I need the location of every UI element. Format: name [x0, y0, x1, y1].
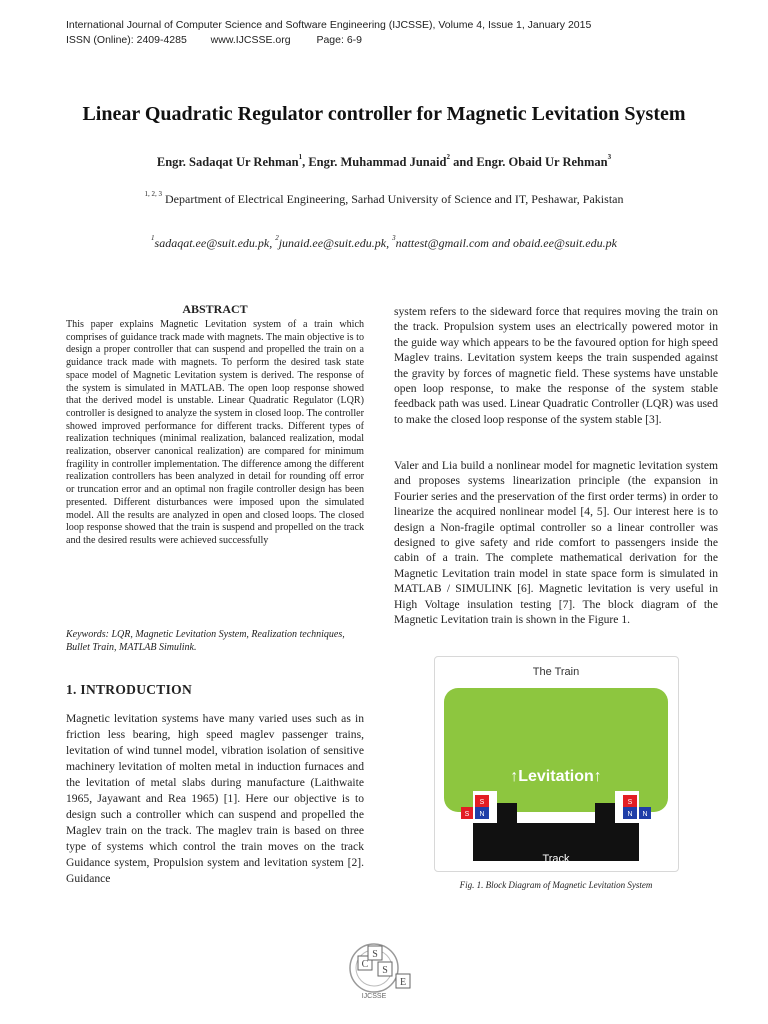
- svg-text:N: N: [642, 811, 648, 818]
- author-emails: $^1$sadaqat.ee@suit.edu.pk, $^2$junaid.ee@suit.edu.pk, $^3$nattest@gmail.com and obaid.ee@suit.edu.pk: [151, 234, 617, 250]
- train-label: The Train: [532, 666, 580, 678]
- svg-text:S: S: [627, 799, 633, 806]
- author-2: Engr. Muhammad Junaid: [308, 155, 447, 169]
- svg-text:S: S: [382, 965, 388, 976]
- journal-header: International Journal of Computer Science and Software Engineering (IJCSSE), Volume 4, Issue 1, January 2015: [66, 19, 592, 31]
- svg-text:S: S: [372, 949, 378, 960]
- affiliation: $^{1, 2, 3}$ Department of Electrical Engineering, Sarhad University of Science and IT, Peshawar, Pakistan: [144, 190, 624, 206]
- svg-text:N: N: [627, 811, 633, 818]
- abstract-heading: ABSTRACT: [182, 302, 248, 316]
- svg-text:N: N: [479, 811, 485, 818]
- svg-text:E: E: [399, 977, 407, 988]
- issn-line: [66, 34, 362, 46]
- paper-title: Linear Quadratic Regulator controller for Magnetic Levitation System: [82, 103, 686, 125]
- figure-caption: Fig. 1. Block Diagram of Magnetic Levitation System: [459, 880, 653, 890]
- introduction-heading: 1. INTRODUCTION: [66, 682, 193, 697]
- svg-text:S: S: [479, 799, 485, 806]
- svg-text:C: C: [361, 959, 369, 970]
- levitation-label: ↑Levitation↑: [510, 768, 602, 785]
- introduction-text: Magnetic levitation systems have many varied uses such as in friction less bearing, high speed maglev passenger trains, levitation of wind tunnel model, vibration isolation of sensitive machinery levitation of molten metal in induction furnaces and the levitation of metal slabs during manufacture (Laithwaite 1965, Jayawant and Rea 1965) [1]. Here our objective is to design such a controller which can suspend and propelled the Maglev train on the track. The maglev train is based on three type of systems which control the train moves on the track Guidance system, Propulsion system and levitation system [2]. Guidance: [66, 712, 364, 885]
- journal-logo: [338, 938, 418, 1000]
- author-3: Engr. Obaid Ur Rehman: [476, 155, 608, 169]
- keywords: Keywords: LQR, Magnetic Levitation System, Realization techniques, Bullet Train, MATLAB Simulink.: [66, 629, 345, 653]
- website: www.IJCSSE.org: [210, 34, 291, 46]
- right-paragraph-2: Valer and Lia build a nonlinear model for magnetic levitation system and proposes systems linearization principle (the expansion in Fourier series and the preservation of the first order terms) in order to linearize the acquired nonlinear model [4, 5]. Our interest here is to design a Non-fragile optimal controller so a linear controller was designed to give safety and ride comfort to passengers inside the cabin of a train. The complete mathematical derivation for the Magnetic Levitation train model in state space form is simulated in MATLAB / SIMULINK [6]. Magnetic levitation is very useful in High Voltage insulation testing [7]. The block diagram of the Magnetic Levitation train is shown in the Figure 1.: [394, 459, 718, 627]
- abstract-text: This paper explains Magnetic Levitation system of a train which comprises of guidance track made with magnets. The main objective is to design a proper controller that can suspend and propelled the train on a guidance track made with magnets. To perform the desired task state space model of Magnetic Levitation system is derived. The response of the system is simulated in MATLAB. The open loop response showed that the derived model is unstable. Linear Quadratic Regulator (LQR) controller is designed to analyze the system in closed loop. The controller showed improved performance for different tracks. Different types of realization techniques (minimal realization, balanced realization, modal realization, observer canonical realization) are compared for minimum fragility in controller implementation. The difference among the different realization controllers has been analyzed in detail for rounding off error or truncation error and an optimal non fragile controller design has been presented. Different disturbances were imposed upon the simulated model. All the results are analyzed in open and closed loops. The closed loop response showed that the train is suspend and propelled on the track and the desired results were achieved successfully: [66, 319, 364, 546]
- right-paragraph-1: system refers to the sideward force that requires moving the train on the track. Propulsion system uses an electrically powered motor in the guide way which appears to be the favoured option for high speed Maglev trains. Levitation system keeps the train suspended against the gravity by forces of magnetic field. These systems have unstable open loop response, to make the response of the system stable feedback path was used. Linear Quadratic Controller (LQR) was used to make the closed loop response of the system stable [3].: [394, 305, 718, 426]
- svg-text:S: S: [464, 811, 470, 818]
- authors: Engr. Sadaqat Ur Rehman$^1$, Engr. Muhammad Junaid$^2$ and Engr. Obaid Ur Rehman$^3$: [156, 153, 612, 169]
- track-rail-left: [497, 803, 517, 827]
- maglev-block-diagram: [435, 657, 678, 871]
- ijcsse-logo-icon: [338, 938, 418, 1000]
- issn: ISSN (Online): 2409-4285: [66, 34, 187, 46]
- track-rail-right: [595, 803, 615, 827]
- track-label: Track: [542, 853, 570, 865]
- figure-1: [434, 656, 679, 872]
- page-range: Page: 6-9: [316, 34, 363, 46]
- svg-text:IJCSSE: IJCSSE: [361, 993, 387, 1000]
- author-1: Engr. Sadaqat Ur Rehman: [156, 155, 299, 169]
